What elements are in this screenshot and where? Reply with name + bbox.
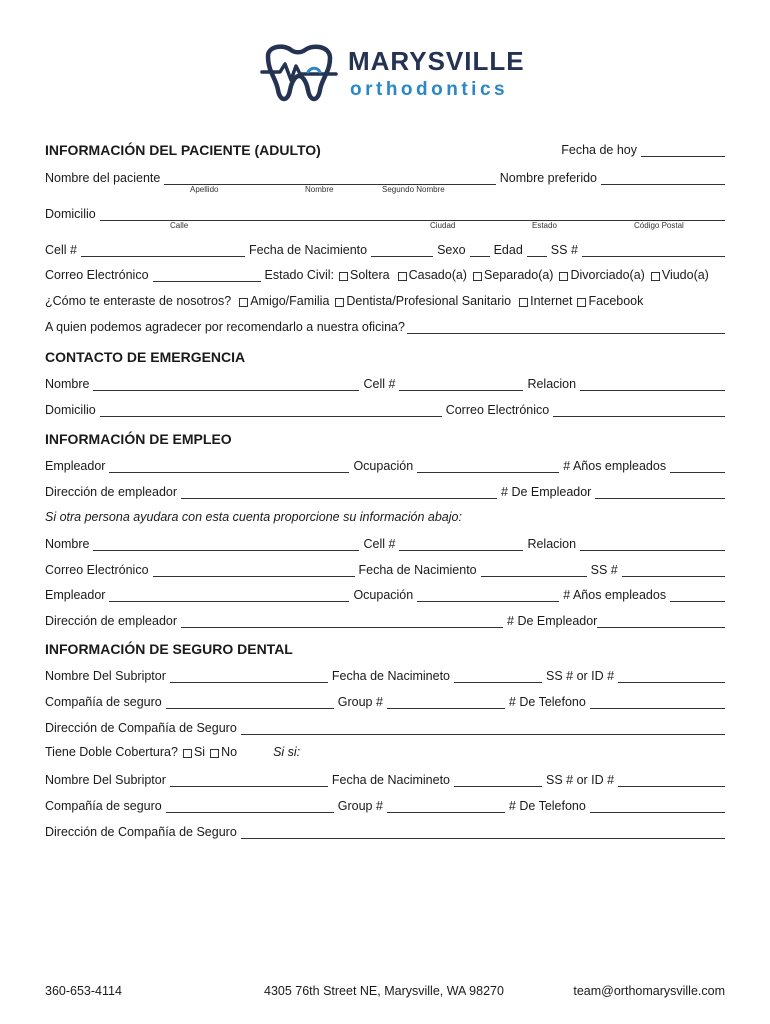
telefono-field[interactable] [590, 696, 725, 709]
ins2-direccion-label: Dirección de Compañía de Seguro [45, 825, 237, 839]
note-row [45, 510, 725, 524]
other-cell-label: Cell # [363, 537, 396, 551]
casado-label: Casado(a) [408, 268, 467, 282]
estado-civil-label: Estado Civil: [264, 268, 334, 282]
nombre-preferido-label: Nombre preferido [499, 171, 597, 185]
ins-direccion-field[interactable] [241, 722, 725, 735]
correo-row [45, 268, 725, 282]
domicilio-label: Domicilio [45, 207, 96, 221]
fecha-hoy-label: Fecha de hoy [561, 143, 637, 157]
em-correo-field[interactable] [553, 404, 725, 417]
sub-ciudad: Ciudad [430, 221, 456, 230]
ins2-fecha-nac-label: Fecha de Nacimineto [331, 773, 451, 787]
no-label: No [221, 745, 238, 759]
compania2-field[interactable] [166, 800, 334, 813]
sexo-label: Sexo [437, 243, 466, 257]
other-empleador-label: Empleador [45, 588, 106, 602]
ins-direccion-label: Dirección de Compañía de Seguro [45, 721, 237, 735]
other-empleador-field[interactable] [109, 589, 349, 602]
group-field[interactable] [387, 696, 505, 709]
doble-row [45, 745, 725, 759]
agradecer-label: A quien podemos agradecer por recomendarlo a nuestra oficina? [45, 320, 405, 334]
edad-label: Edad [493, 243, 523, 257]
amigo-checkbox[interactable] [239, 298, 248, 307]
em-relacion-label: Relacion [527, 377, 577, 391]
other-fecha-nac-label: Fecha de Nacimiento [358, 563, 477, 577]
footer-phone: 360-653-4114 [45, 984, 122, 998]
direccion-empleador-row [45, 485, 725, 499]
dentista-checkbox[interactable] [335, 298, 344, 307]
sub-segundo-nombre: Segundo Nombre [382, 185, 445, 194]
em-correo-label: Correo Electrónico [445, 403, 550, 417]
other-correo-label: Correo Electrónico [45, 563, 149, 577]
marysville-logo [258, 40, 528, 106]
sub-nombre: Nombre [305, 185, 334, 194]
ins-fecha-nac-field[interactable] [454, 670, 542, 683]
nombre-paciente-field[interactable] [164, 172, 495, 185]
ss-label: SS # [550, 243, 578, 257]
viudo-checkbox[interactable] [651, 272, 660, 281]
subscriptor2-row [45, 773, 725, 787]
fecha-hoy-field[interactable] [641, 144, 725, 157]
ocupacion-label: Ocupación [353, 459, 414, 473]
other-empleador-row [45, 588, 725, 602]
amigo-label: Amigo/Familia [250, 294, 330, 308]
correo-label: Correo Electrónico [45, 268, 149, 282]
divorciado-label: Divorciado(a) [570, 268, 645, 282]
como-label: ¿Cómo te enteraste de nosotros? [45, 294, 232, 308]
brand-subtitle: orthodontics [350, 79, 509, 100]
empleador-field[interactable] [109, 460, 349, 473]
ss-field[interactable] [582, 244, 725, 257]
subscriptor2-field[interactable] [170, 774, 328, 787]
other-fecha-nac-field[interactable] [481, 564, 587, 577]
em-domicilio-field[interactable] [100, 404, 442, 417]
group2-field[interactable] [387, 800, 505, 813]
si-si-label: Si si: [273, 745, 301, 759]
other-ocupacion-label: Ocupación [353, 588, 414, 602]
ins2-direccion-field[interactable] [241, 826, 725, 839]
dentista-label: Dentista/Profesional Sanitario [346, 294, 512, 308]
other-relacion-label: Relacion [527, 537, 577, 551]
tooth-logo-icon [258, 42, 340, 104]
fecha-nac-field[interactable] [371, 244, 433, 257]
other-num-empleador-field[interactable] [597, 615, 725, 628]
subscriptor-row [45, 669, 725, 683]
em-cell-label: Cell # [363, 377, 396, 391]
nombre-paciente-label: Nombre del paciente [45, 171, 161, 185]
num-empleador-field[interactable] [595, 486, 725, 499]
ocupacion-field[interactable] [417, 460, 559, 473]
internet-checkbox[interactable] [519, 298, 528, 307]
other-cell-field[interactable] [399, 538, 523, 551]
other-anos-field[interactable] [670, 589, 725, 602]
sexo-field[interactable] [470, 244, 490, 257]
telefono2-label: # De Telefono [508, 799, 586, 813]
divorciado-checkbox[interactable] [559, 272, 568, 281]
ssid2-field[interactable] [618, 774, 725, 787]
si-checkbox[interactable] [183, 749, 192, 758]
empleador-label: Empleador [45, 459, 106, 473]
agradecer-row [45, 320, 725, 334]
cell-label: Cell # [45, 243, 77, 257]
cell-row [45, 243, 725, 257]
emergency-domicilio-row [45, 403, 725, 417]
em-domicilio-label: Domicilio [45, 403, 96, 417]
casado-checkbox[interactable] [398, 272, 407, 281]
soltera-checkbox[interactable] [339, 272, 348, 281]
compania2-label: Compañía de seguro [45, 799, 162, 813]
footer-address: 4305 76th Street NE, Marysville, WA 98270 [264, 984, 504, 998]
footer-email: team@orthomarysville.com [573, 984, 725, 998]
other-nombre-label: Nombre [45, 537, 90, 551]
separado-checkbox[interactable] [473, 272, 482, 281]
nombre-paciente-row [45, 171, 725, 185]
cell-field[interactable] [81, 244, 245, 257]
telefono2-field[interactable] [590, 800, 725, 813]
other-ss-field[interactable] [622, 564, 725, 577]
other-nombre-field[interactable] [93, 538, 359, 551]
dir-empleador-field[interactable] [181, 486, 497, 499]
ssid2-label: SS # or ID # [546, 773, 615, 787]
group2-label: Group # [337, 799, 383, 813]
como-row [45, 294, 725, 308]
other-correo-field[interactable] [153, 564, 355, 577]
other-dir-label: Dirección de empleador [45, 614, 178, 628]
nombre-preferido-field[interactable] [601, 172, 725, 185]
brand-name: MARYSVILLE [348, 46, 525, 76]
emergency-nombre-row [45, 377, 725, 391]
domicilio-row [45, 207, 725, 221]
ins-fecha-nac-label: Fecha de Nacimineto [331, 669, 451, 683]
employment-section-title: INFORMACIÓN DE EMPLEO [45, 431, 232, 447]
sub-codigo-postal: Código Postal [634, 221, 684, 230]
ssid-field[interactable] [618, 670, 725, 683]
patient-section-title: INFORMACIÓN DEL PACIENTE (ADULTO) [45, 142, 321, 158]
ssid-label: SS # or ID # [546, 669, 615, 683]
facebook-label: Facebook [588, 294, 644, 308]
fecha-hoy-row [45, 143, 725, 157]
anos-field[interactable] [670, 460, 725, 473]
other-person-note: Si otra persona ayudara con esta cuenta proporcione su información abajo: [45, 510, 462, 524]
doble-label: Tiene Doble Cobertura? [45, 745, 178, 759]
em-relacion-field[interactable] [580, 378, 725, 391]
compania-label: Compañía de seguro [45, 695, 162, 709]
other-dir-field[interactable] [181, 615, 503, 628]
sub-calle: Calle [170, 221, 189, 230]
facebook-checkbox[interactable] [577, 298, 586, 307]
sub-estado: Estado [532, 221, 557, 230]
empleador-row [45, 459, 725, 473]
si-label: Si [193, 745, 206, 759]
domicilio-field[interactable] [100, 208, 725, 221]
dir-empleador-label: Dirección de empleador [45, 485, 178, 499]
compania2-row [45, 799, 725, 813]
other-nombre-row [45, 537, 725, 551]
sub-apellido: Apellido [190, 185, 219, 194]
compania-row [45, 695, 725, 709]
other-anos-label: # Años empleados [563, 588, 667, 602]
other-ss-label: SS # [590, 563, 618, 577]
emergency-section-title: CONTACTO DE EMERGENCIA [45, 349, 246, 365]
other-relacion-field[interactable] [580, 538, 725, 551]
other-direccion-row [45, 614, 725, 628]
other-correo-row [45, 563, 725, 577]
em-cell-field[interactable] [399, 378, 523, 391]
fecha-nac-label: Fecha de Nacimiento [248, 243, 368, 257]
compania-field[interactable] [166, 696, 334, 709]
telefono-label: # De Telefono [508, 695, 586, 709]
subscriptor-label: Nombre Del Subriptor [45, 669, 166, 683]
internet-label: Internet [530, 294, 573, 308]
group-label: Group # [337, 695, 383, 709]
other-num-empleador-label: # De Empleador [507, 614, 598, 628]
separado-label: Separado(a) [483, 268, 554, 282]
ins-direccion-row [45, 721, 725, 735]
subscriptor2-label: Nombre Del Subriptor [45, 773, 166, 787]
other-ocupacion-field[interactable] [417, 589, 559, 602]
num-empleador-label: # De Empleador [501, 485, 592, 499]
soltera-label: Soltera [350, 268, 390, 282]
viudo-label: Viudo(a) [661, 268, 709, 282]
subscriptor-field[interactable] [170, 670, 328, 683]
ins2-direccion-row [45, 825, 725, 839]
em-nombre-field[interactable] [93, 378, 359, 391]
correo-field[interactable] [153, 269, 261, 282]
no-checkbox[interactable] [210, 749, 219, 758]
agradecer-field[interactable] [407, 321, 725, 334]
em-nombre-label: Nombre [45, 377, 90, 391]
insurance-section-title: INFORMACIÓN DE SEGURO DENTAL [45, 641, 293, 657]
anos-label: # Años empleados [563, 459, 667, 473]
ins2-fecha-nac-field[interactable] [454, 774, 542, 787]
edad-field[interactable] [527, 244, 547, 257]
